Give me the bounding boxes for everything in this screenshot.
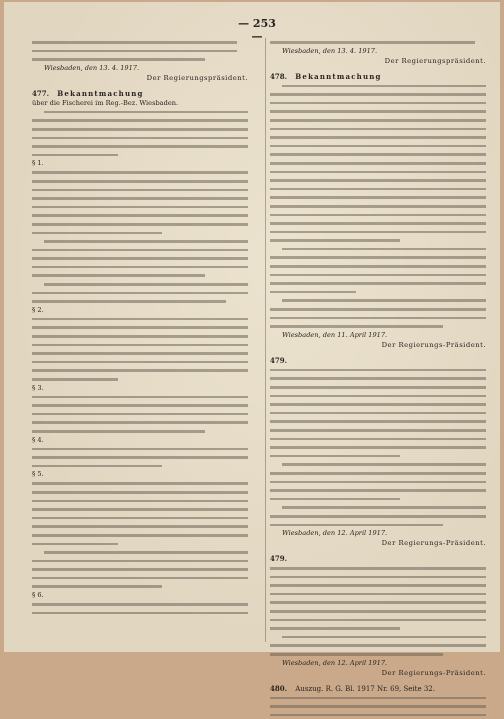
text-line (32, 427, 248, 436)
text-line (270, 314, 486, 323)
gazette-page (4, 2, 500, 693)
text-line (270, 322, 486, 331)
text-line (270, 107, 486, 116)
signature: Der Regierungspräsident. (146, 73, 248, 82)
column-divider (265, 38, 266, 642)
right-column (270, 38, 486, 693)
text-line (270, 503, 486, 512)
text-line (32, 38, 248, 47)
dateline: Wiesbaden, den 11. April 1917. (282, 330, 388, 339)
text-line (32, 548, 248, 557)
text-line (32, 462, 248, 471)
text-line (32, 453, 248, 462)
text-line (270, 383, 486, 392)
entry-number: 479. (270, 554, 288, 564)
text-line (32, 366, 248, 375)
dateline: Wiesbaden, den 13. 4. 1917. (44, 63, 140, 72)
paragraph-number: § 1. (32, 159, 44, 168)
text-line (270, 236, 486, 245)
text-line (32, 125, 248, 134)
paragraph-number: § 2. (32, 305, 44, 314)
text-line (270, 150, 486, 159)
text-line (32, 574, 248, 583)
text-line (270, 374, 486, 383)
text-line (270, 590, 486, 599)
text-line (270, 211, 486, 220)
paragraph-label (32, 384, 248, 393)
text-line (270, 219, 486, 228)
paragraph-label (32, 470, 248, 479)
text-line (32, 297, 248, 306)
text-line (32, 271, 248, 280)
text-line (270, 38, 486, 47)
text-line (270, 641, 486, 650)
text-line (270, 633, 486, 642)
text-line (270, 245, 486, 254)
text-line (32, 557, 248, 566)
text-line (32, 531, 248, 540)
text-line (32, 211, 248, 220)
text-line (32, 410, 248, 419)
paragraph-label (32, 436, 248, 445)
text-line (270, 168, 486, 177)
text-line (270, 82, 486, 91)
text-line (32, 497, 248, 506)
text-line (32, 375, 248, 384)
text-line (32, 505, 248, 514)
text-line (32, 55, 248, 64)
text-line (270, 279, 486, 288)
paragraph-number: § 5. (32, 470, 44, 479)
text-line (270, 202, 486, 211)
text-line (270, 142, 486, 151)
text-line (32, 289, 248, 298)
entry-number: 478. (270, 71, 288, 81)
text-line (270, 262, 486, 271)
page-number: — 253 — (238, 17, 276, 43)
signature: Der Regierungspräsident. (384, 56, 486, 65)
text-line (270, 650, 486, 659)
entry-477-heading (32, 89, 248, 99)
entry-number: 479. (270, 355, 288, 365)
text-line (270, 305, 486, 314)
paragraph-label (32, 591, 248, 600)
text-line (270, 460, 486, 469)
text-line (32, 263, 248, 272)
text-line (32, 237, 248, 246)
text-line (32, 280, 248, 289)
text-line (32, 445, 248, 454)
text-line (270, 400, 486, 409)
text-line (270, 478, 486, 487)
entry-title: Bekanntmachung (295, 71, 382, 81)
entry-title: Bekanntmachung (57, 88, 144, 98)
text-line (270, 409, 486, 418)
entry-number: 480. (270, 683, 288, 693)
text-line (270, 581, 486, 590)
paragraph-label (32, 159, 248, 168)
entry-citation: Auszug. R. G. Bl. 1917 Nr. 69, Seite 32. (295, 684, 435, 693)
text-line (32, 393, 248, 402)
text-line (32, 168, 248, 177)
text-line (32, 151, 248, 160)
text-line (270, 711, 486, 719)
text-line (32, 582, 248, 591)
text-line (32, 358, 248, 367)
text-line (32, 254, 248, 263)
text-line (270, 296, 486, 305)
text-line (270, 443, 486, 452)
text-line (32, 600, 248, 609)
text-line (32, 186, 248, 195)
text-line (32, 220, 248, 229)
text-line (32, 315, 248, 324)
text-line (270, 228, 486, 237)
text-line (32, 246, 248, 255)
dateline: Wiesbaden, den 12. April 1917. (282, 529, 388, 538)
text-line (32, 116, 248, 125)
text-line (32, 47, 248, 56)
text-line (270, 99, 486, 108)
entry-480-heading (270, 684, 486, 694)
text-line (32, 488, 248, 497)
text-line (32, 341, 248, 350)
text-line (32, 540, 248, 549)
text-line (32, 565, 248, 574)
text-line (32, 522, 248, 531)
signature: Der Regierungs-Präsident. (381, 340, 486, 349)
entry-479b-heading (270, 554, 486, 564)
entry-number: 477. (32, 88, 50, 98)
dateline: Wiesbaden, den 13. 4. 1917. (282, 46, 378, 55)
text-line (32, 349, 248, 358)
text-line (32, 514, 248, 523)
dateline: Wiesbaden, den 12. April 1917. (282, 658, 388, 667)
text-line (32, 229, 248, 238)
text-line (270, 564, 486, 573)
text-line (270, 607, 486, 616)
text-line (32, 134, 248, 143)
text-line (270, 176, 486, 185)
text-line (270, 271, 486, 280)
text-line (270, 452, 486, 461)
text-line (270, 392, 486, 401)
paragraph-label (32, 306, 248, 315)
text-line (270, 133, 486, 142)
entry-479-heading (270, 356, 486, 366)
text-line (270, 521, 486, 530)
text-line (270, 469, 486, 478)
paragraph-number: § 4. (32, 435, 44, 444)
text-line (32, 177, 248, 186)
text-line (270, 694, 486, 703)
signature: Der Regierungs-Präsident. (381, 539, 486, 548)
text-line (270, 435, 486, 444)
text-line (32, 323, 248, 332)
text-line (270, 417, 486, 426)
signature: Der Regierungs-Präsident. (381, 668, 486, 677)
text-line (32, 332, 248, 341)
text-line (270, 624, 486, 633)
text-line (32, 203, 248, 212)
entry-478-heading (270, 72, 486, 82)
text-line (270, 702, 486, 711)
text-line (270, 125, 486, 134)
text-line (270, 253, 486, 262)
text-line (32, 401, 248, 410)
text-line (32, 194, 248, 203)
text-line (270, 90, 486, 99)
text-line (32, 479, 248, 488)
text-line (270, 512, 486, 521)
text-line (270, 495, 486, 504)
left-column (32, 38, 248, 646)
text-line (32, 108, 248, 117)
paragraph-number: § 3. (32, 383, 44, 392)
text-line (270, 288, 486, 297)
text-line (270, 193, 486, 202)
text-line (270, 185, 486, 194)
text-line (270, 116, 486, 125)
text-line (270, 598, 486, 607)
text-line (270, 159, 486, 168)
text-line (270, 573, 486, 582)
text-line (270, 426, 486, 435)
text-line (32, 609, 248, 618)
text-line (270, 486, 486, 495)
text-line (32, 142, 248, 151)
text-line (270, 366, 486, 375)
text-line (32, 418, 248, 427)
entry-topic: über die Fischerei im Reg.-Bez. Wiesbaden. (32, 98, 179, 107)
paragraph-number: § 6. (32, 591, 44, 600)
text-line (270, 616, 486, 625)
